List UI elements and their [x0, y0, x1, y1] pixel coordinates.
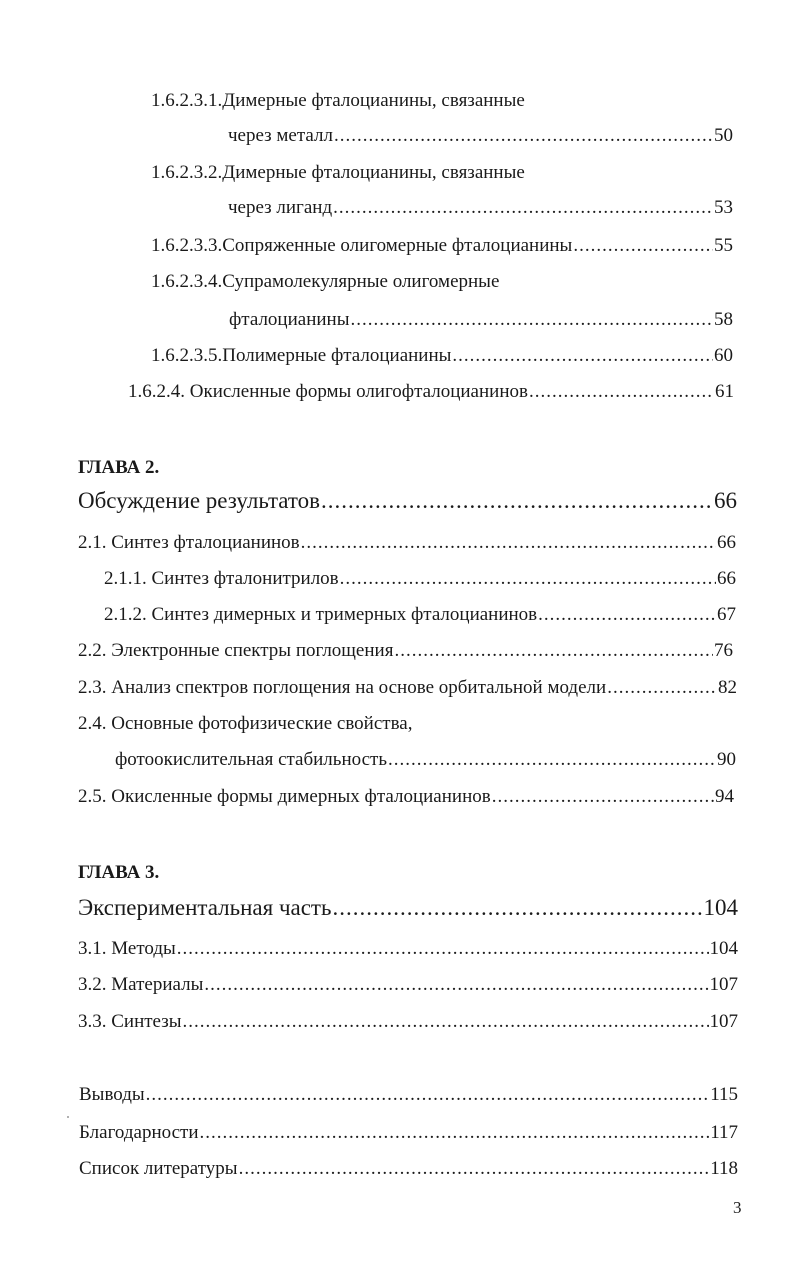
entry-number: 1.6.2.4.	[128, 381, 185, 402]
leader-dots	[607, 676, 717, 700]
entry-label	[78, 785, 491, 809]
entry-number: 2.3.	[78, 677, 107, 698]
entry-page: 107	[709, 1011, 738, 1032]
toc-entry-1-6-2-3-4-cont	[229, 308, 733, 332]
toc-entry-acknowledgements	[79, 1121, 738, 1145]
chapter-2-title-entry	[78, 487, 737, 515]
toc-entry-1-6-2-3-1-cont	[228, 124, 733, 148]
toc-entry-1-6-2-3-4	[151, 270, 499, 294]
leader-dots	[146, 1083, 710, 1107]
entry-page: 66	[717, 568, 736, 589]
chapter-3-title-entry	[78, 894, 738, 922]
entry-label	[151, 344, 451, 368]
toc-entry-1-6-2-3-1	[151, 89, 525, 113]
entry-page: 61	[715, 381, 734, 402]
page-number: 3	[733, 1198, 742, 1217]
entry-label	[104, 567, 339, 591]
toc-entry-3-1	[78, 937, 738, 961]
entry-title: Синтез фталонитрилов	[151, 568, 339, 589]
entry-number: 1.6.2.3.3.	[151, 235, 223, 256]
entry-title: Список литературы	[79, 1158, 238, 1179]
entry-title: Димерные фталоцианины, связанные	[222, 162, 525, 183]
entry-label	[78, 973, 203, 997]
toc-entry-1-6-2-4	[128, 380, 734, 404]
entry-title-cont: фотоокислительная стабильность	[115, 749, 387, 770]
entry-title: Анализ спектров поглощения на основе орбитальной модели	[111, 677, 607, 698]
entry-title-cont: через металл	[228, 125, 333, 146]
entry-page: 94	[715, 786, 734, 807]
toc-entry-references	[79, 1157, 738, 1181]
chapter-3-heading: ГЛАВА 3.	[78, 862, 160, 883]
entry-page: 118	[710, 1158, 738, 1179]
leader-dots	[538, 603, 716, 627]
entry-page: 115	[710, 1084, 738, 1105]
entry-number: 2.2.	[78, 640, 107, 661]
entry-title: Синтез фталоцианинов	[111, 532, 300, 553]
leader-dots	[200, 1121, 710, 1145]
entry-page: 66	[717, 532, 736, 553]
entry-title: Экспериментальная часть	[78, 895, 332, 920]
toc-entry-2-2	[78, 639, 733, 663]
leader-dots	[177, 937, 709, 961]
entry-title: Синтезы	[111, 1011, 182, 1032]
entry-page: 58	[714, 309, 733, 330]
entry-title-cont: фталоцианины	[229, 309, 350, 330]
chapter-2-heading: ГЛАВА 2.	[78, 457, 160, 478]
entry-title: Материалы	[111, 974, 204, 995]
toc-entry-conclusions	[79, 1083, 738, 1107]
entry-title: Сопряженные олигомерные фталоцианины	[222, 235, 573, 256]
entry-page: 104	[709, 938, 738, 959]
entry-title-cont: через лиганд	[228, 197, 333, 218]
entry-title: Полимерные фталоцианины	[222, 345, 452, 366]
entry-label	[78, 1010, 182, 1034]
entry-title: Супрамолекулярные олигомерные	[222, 271, 500, 292]
leader-dots	[388, 748, 716, 772]
entry-page: 55	[714, 235, 733, 256]
leader-dots	[350, 308, 713, 332]
entry-page: 66	[714, 488, 737, 513]
leader-dots	[492, 785, 714, 809]
entry-label	[128, 380, 528, 404]
entry-number: 1.6.2.3.5.	[151, 345, 223, 366]
entry-page: 107	[709, 974, 738, 995]
toc-entry-1-6-2-3-2-cont	[228, 196, 733, 220]
toc-entry-3-3	[78, 1010, 738, 1034]
entry-label	[151, 234, 572, 258]
entry-number: 2.4.	[78, 713, 107, 734]
entry-title: Окисленные формы олигофталоцианинов	[189, 381, 528, 402]
entry-page: 50	[714, 125, 733, 146]
entry-number: 3.1.	[78, 938, 107, 959]
entry-page: 53	[714, 197, 733, 218]
entry-number: 2.1.2.	[104, 604, 147, 625]
leader-dots	[394, 639, 713, 663]
leader-dots	[239, 1157, 710, 1181]
leader-dots	[204, 973, 708, 997]
entry-label	[104, 603, 537, 627]
leader-dots	[321, 487, 713, 515]
entry-title: Выводы	[79, 1084, 145, 1105]
entry-number: 2.1.	[78, 532, 107, 553]
toc-entry-2-1-2	[104, 603, 736, 627]
entry-label	[78, 531, 300, 555]
toc-entry-1-6-2-3-3	[151, 234, 733, 258]
entry-label	[78, 676, 606, 700]
toc-entry-2-4	[78, 712, 413, 736]
leader-dots	[340, 567, 716, 591]
entry-number: 3.2.	[78, 974, 107, 995]
entry-page: 117	[710, 1122, 738, 1143]
toc-entry-3-2	[78, 973, 738, 997]
leader-dots	[452, 344, 713, 368]
entry-title: Синтез димерных и тримерных фталоцианинов	[151, 604, 538, 625]
leader-dots	[333, 196, 713, 220]
leader-dots	[301, 531, 716, 555]
leader-dots	[573, 234, 713, 258]
leader-dots	[529, 380, 714, 404]
entry-title: Основные фотофизические свойства,	[111, 713, 413, 734]
entry-title: Электронные спектры поглощения	[111, 640, 394, 661]
toc-entry-2-4-cont	[115, 748, 736, 772]
toc-entry-1-6-2-3-5	[151, 344, 733, 368]
entry-number: 2.5.	[78, 786, 107, 807]
entry-page: 76	[714, 640, 733, 661]
entry-title: Обсуждение результатов	[78, 488, 321, 513]
entry-number: 3.3.	[78, 1011, 107, 1032]
entry-number: 2.1.1.	[104, 568, 147, 589]
toc-entry-2-5	[78, 785, 734, 809]
entry-title: Методы	[111, 938, 176, 959]
leader-dots	[334, 124, 713, 148]
entry-page: 67	[717, 604, 736, 625]
entry-title: Димерные фталоцианины, связанные	[222, 90, 525, 111]
entry-title: Окисленные формы димерных фталоцианинов	[111, 786, 491, 807]
leader-dots	[332, 894, 702, 922]
entry-number: 1.6.2.3.4.	[151, 271, 223, 292]
entry-label	[78, 937, 176, 961]
toc-entry-2-3	[78, 676, 737, 700]
entry-label	[78, 639, 393, 663]
scan-speck	[67, 1116, 69, 1118]
leader-dots	[183, 1010, 709, 1034]
toc-entry-1-6-2-3-2	[151, 161, 525, 185]
entry-page: 90	[717, 749, 736, 770]
entry-page: 60	[714, 345, 733, 366]
toc-entry-2-1-1	[104, 567, 736, 591]
entry-page: 82	[718, 677, 737, 698]
entry-page: 104	[703, 895, 738, 920]
toc-entry-2-1	[78, 531, 736, 555]
entry-number: 1.6.2.3.1.	[151, 90, 223, 111]
entry-title: Благодарности	[79, 1122, 199, 1143]
entry-number: 1.6.2.3.2.	[151, 162, 223, 183]
